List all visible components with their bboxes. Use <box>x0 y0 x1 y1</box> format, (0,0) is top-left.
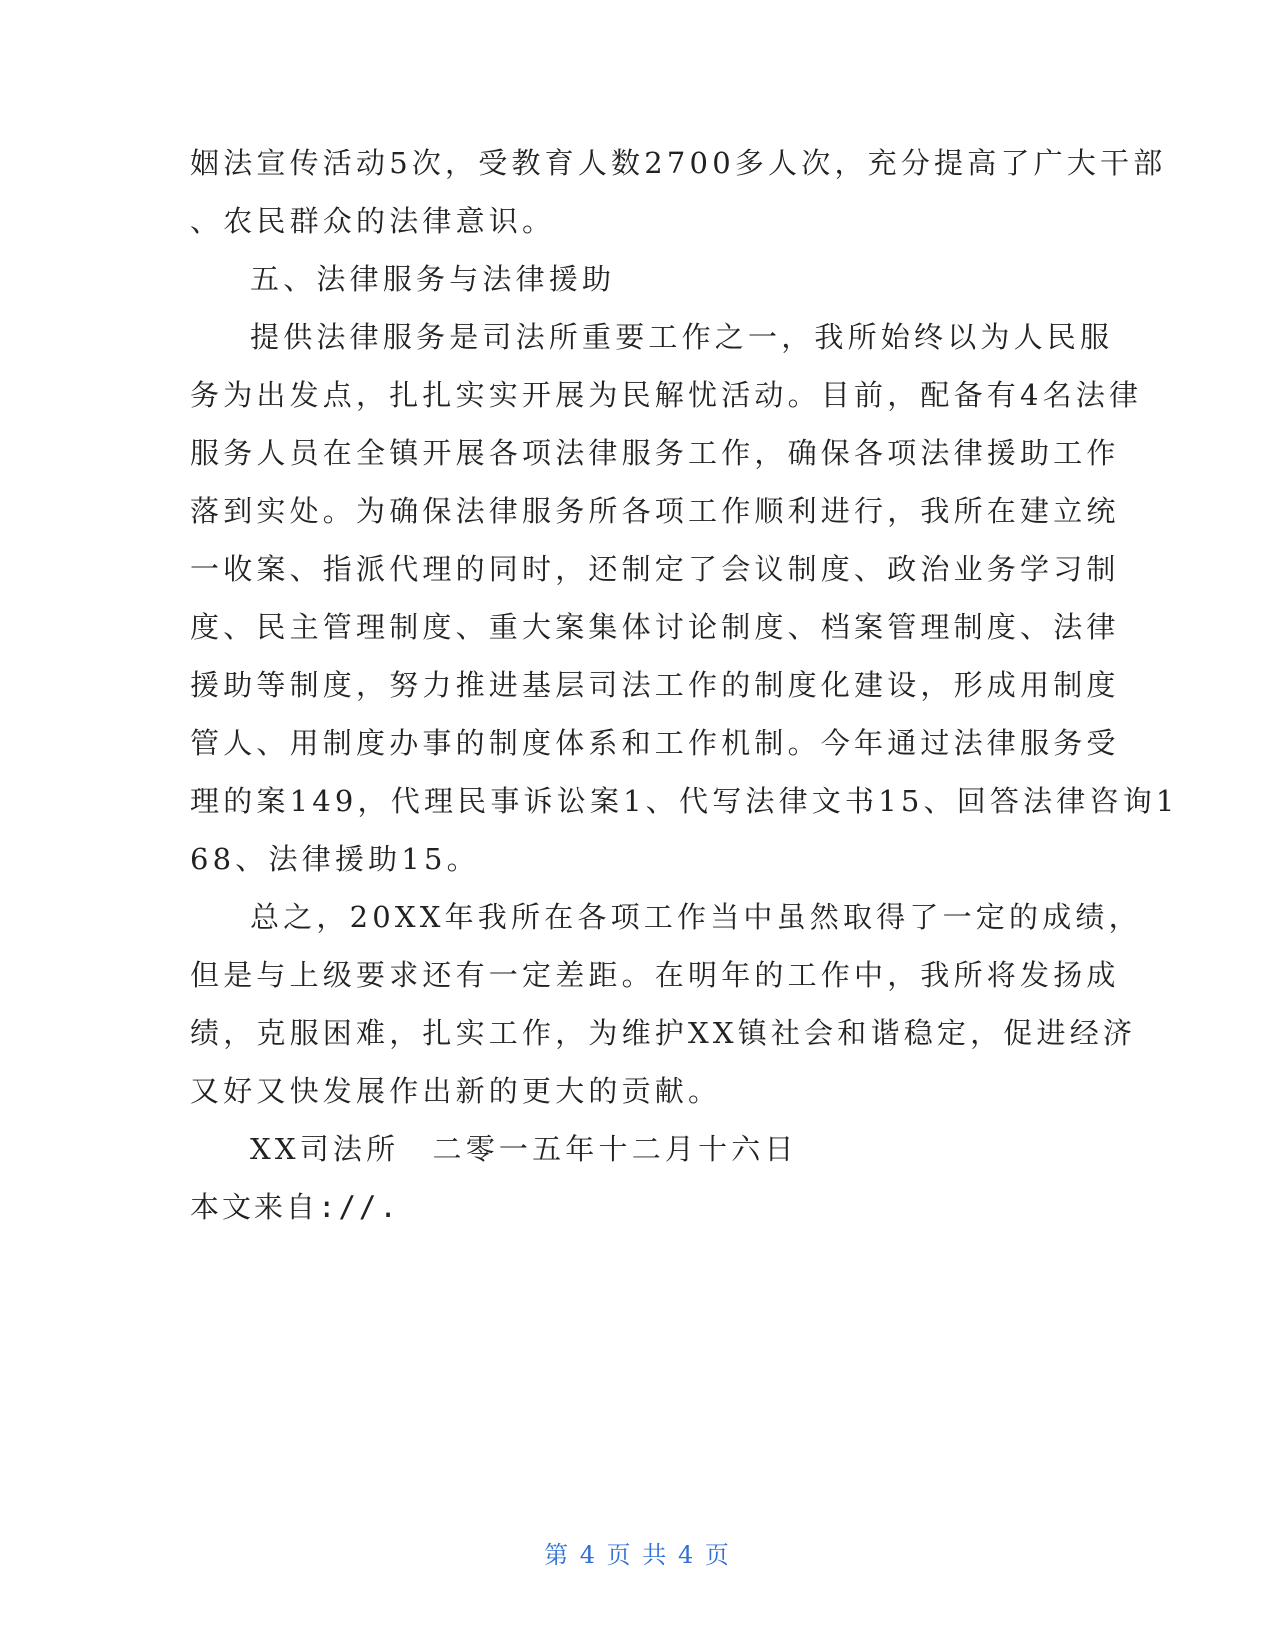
body-text-line: 提供法律服务是司法所重要工作之一，我所始终以为人民服 <box>250 320 1114 354</box>
body-text-line: 68、法律援助15。 <box>190 842 480 876</box>
source-line: 本文来自://. <box>190 1190 400 1224</box>
body-text-line: 绩，克服困难，扎实工作，为维护XX镇社会和谐稳定，促进经济 <box>190 1016 1137 1050</box>
page-footer <box>0 1535 1275 1570</box>
body-text-line: 落到实处。为确保法律服务所各项工作顺利进行，我所在建立统 <box>190 494 1120 528</box>
body-text-line: 总之，20XX年我所在各项工作当中虽然取得了一定的成绩， <box>250 900 1142 934</box>
body-text-line: 务为出发点，扎扎实实开展为民解忧活动。目前，配备有4名法律 <box>190 378 1143 412</box>
body-text-line: 度、民主管理制度、重大案集体讨论制度、档案管理制度、法律 <box>190 610 1120 644</box>
body-text-line: 理的案149，代理民事诉讼案1、代写法律文书15、回答法律咨询1 <box>190 784 1179 818</box>
signature-line: XX司法所 二零一五年十二月十六日 <box>250 1132 798 1166</box>
page-number-label: 第 4 页 共 4 页 <box>544 1541 731 1569</box>
body-text-line: 管人、用制度办事的制度体系和工作机制。今年通过法律服务受 <box>190 726 1120 760</box>
body-text-line: 、农民群众的法律意识。 <box>190 204 556 238</box>
body-text-line: 援助等制度，努力推进基层司法工作的制度化建设，形成用制度 <box>190 668 1120 702</box>
body-text-line: 但是与上级要求还有一定差距。在明年的工作中，我所将发扬成 <box>190 958 1120 992</box>
body-text-line: 又好又快发展作出新的更大的贡献。 <box>190 1074 722 1108</box>
section-heading: 五、法律服务与法律援助 <box>250 262 616 296</box>
body-text-line: 服务人员在全镇开展各项法律服务工作，确保各项法律援助工作 <box>190 436 1120 470</box>
body-text-line: 一收案、指派代理的同时，还制定了会议制度、政治业务学习制 <box>190 552 1120 586</box>
body-text-line: 姻法宣传活动5次，受教育人数2700多人次，充分提高了广大干部 <box>190 146 1167 180</box>
